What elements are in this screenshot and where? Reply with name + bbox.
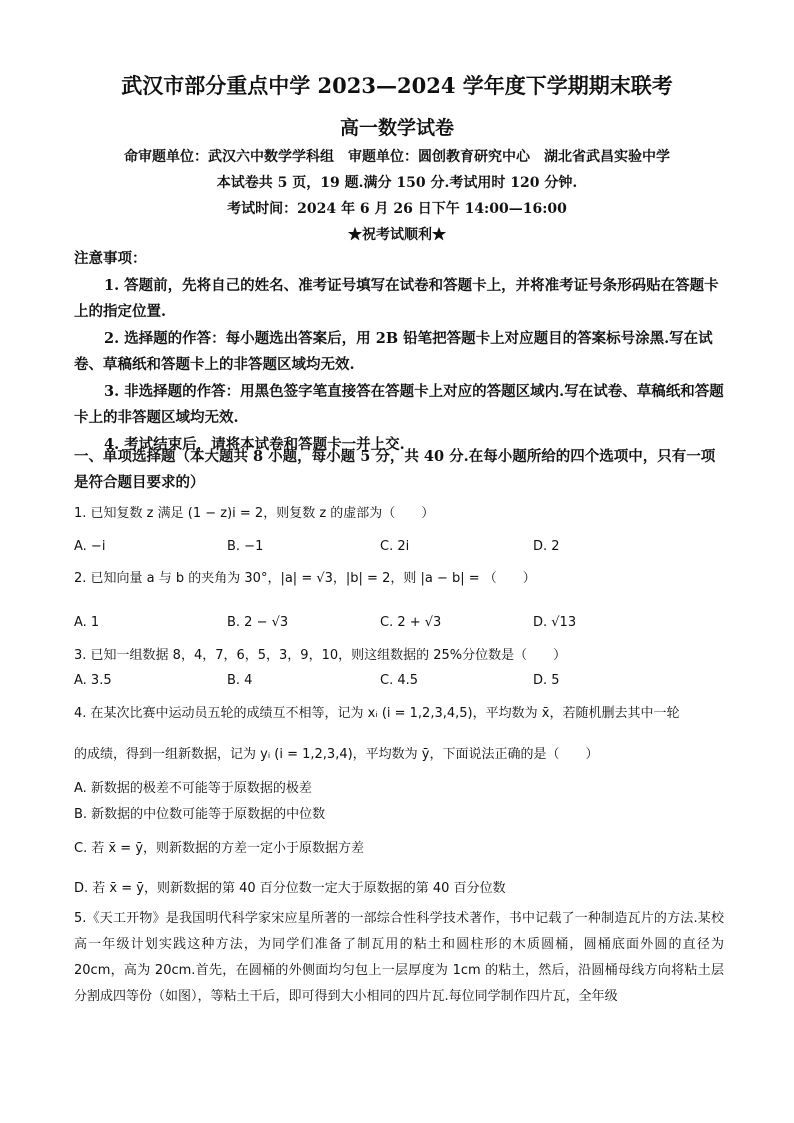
notes-heading: 注意事项：: [74, 250, 147, 267]
option-d: D. 5: [533, 673, 560, 688]
note-item: 4. 考试结束后，请将本试卷和答题卡一并上交.: [104, 435, 405, 453]
exam-info: 本试卷共 5 页，19 题.满分 150 分.考试用时 120 分钟.: [216, 175, 578, 191]
question-3-stem: 3. 已知一组数据 8，4，7，6，5，3，9，10，则这组数据的 25%分位数是（ ）: [74, 648, 567, 663]
option-b: B. 2 − √3: [227, 615, 289, 630]
exam-time: 考试时间：2024 年 6 月 26 日下午 14:00—16:00: [227, 201, 567, 217]
option-b: B. 4: [227, 673, 253, 688]
question-1-options: [74, 539, 724, 554]
question-4-stem-line1: 4. 在某次比赛中运动员五轮的成绩互不相等，记为 xᵢ (i = 1,2,3,4,5)，平均数为 x̄，若随机删去其中一轮: [74, 706, 680, 721]
question-5-stem: 5.《天工开物》是我国明代科学家宋应星所著的一部综合性科学技术著作，书中记载了一种制造瓦片的方法.某校高一年级计划实践这种方法，为同学们准备了制瓦用的粘土和圆柱形的木质圆桶，圆桶底面外圆的直径为 20cm，高为 20cm.首先，在圆桶的外侧面均匀包上一层厚度为 1cm 的粘土，然后，沿圆桶母线方向将粘土层分割成四等份（如图），等粘土干后，即可得到大小相同的四片瓦.每位同学制作四片瓦，全年级: [74, 911, 724, 1004]
question-4-stem-line2: 的成绩，得到一组新数据，记为 yᵢ (i = 1,2,3,4)，平均数为 ȳ，下面说法正确的是（ ）: [74, 747, 599, 762]
author-units: 命审题单位：武汉六中数学学科组 审题单位：圆创教育研究中心 湖北省武昌实验中学: [124, 149, 670, 165]
question-4-option-a: A. 新数据的极差不可能等于原数据的极差: [74, 781, 312, 796]
question-3-options: [74, 673, 724, 688]
option-a: A. −i: [74, 539, 106, 554]
exam-subtitle: 高一数学试卷: [339, 117, 454, 139]
option-a: A. 3.5: [74, 673, 112, 688]
option-c: C. 2 + √3: [380, 615, 442, 630]
option-d: D. 2: [533, 539, 560, 554]
option-c: C. 4.5: [380, 673, 419, 688]
question-1-stem: 1. 已知复数 z 满足 (1 − z)i = 2，则复数 z 的虚部为（ ）: [74, 506, 435, 521]
question-2-options: [74, 615, 724, 630]
section-heading: 一、单项选择题（本大题共 8 小题，每小题 5 分，共 40 分.在每小题所给的四个选项中，只有一项是符合题目要求的）: [74, 448, 716, 491]
question-4-option-d: D. 若 x̄ = ȳ，则新数据的第 40 百分位数一定大于原数据的第 40 百分位数: [74, 881, 506, 896]
question-4-option-c: C. 若 x̄ = ȳ，则新数据的方差一定小于原数据方差: [74, 841, 365, 856]
note-item: 1. 答题前，先将自己的姓名、准考证号填写在试卷和答题卡上，并将准考证号条形码贴在答题卡上的指定位置.: [74, 276, 719, 320]
exam-title: 武汉市部分重点中学 2023—2024 学年度下学期期末联考: [121, 73, 673, 98]
option-d: D. √13: [533, 615, 577, 630]
note-item: 3. 非选择题的作答：用黑色签字笔直接答在答题卡上对应的答题区域内.写在试卷、草稿纸和答题卡上的非答题区域均无效.: [74, 382, 724, 426]
question-2-stem: 2. 已知向量 a 与 b 的夹角为 30°，|a| = √3，|b| = 2，则 |a − b| = （ ）: [74, 571, 536, 586]
option-c: C. 2i: [380, 539, 410, 554]
option-a: A. 1: [74, 615, 100, 630]
question-4-option-b: B. 新数据的中位数可能等于原数据的中位数: [74, 807, 326, 822]
notes-section: [74, 246, 724, 458]
good-luck-line: ★祝考试顺利★: [348, 227, 446, 243]
option-b: B. −1: [227, 539, 264, 554]
note-item: 2. 选择题的作答：每小题选出答案后，用 2B 铅笔把答题卡上对应题目的答案标号涂黑.写在试卷、草稿纸和答题卡上的非答题区域均无效.: [74, 329, 713, 373]
